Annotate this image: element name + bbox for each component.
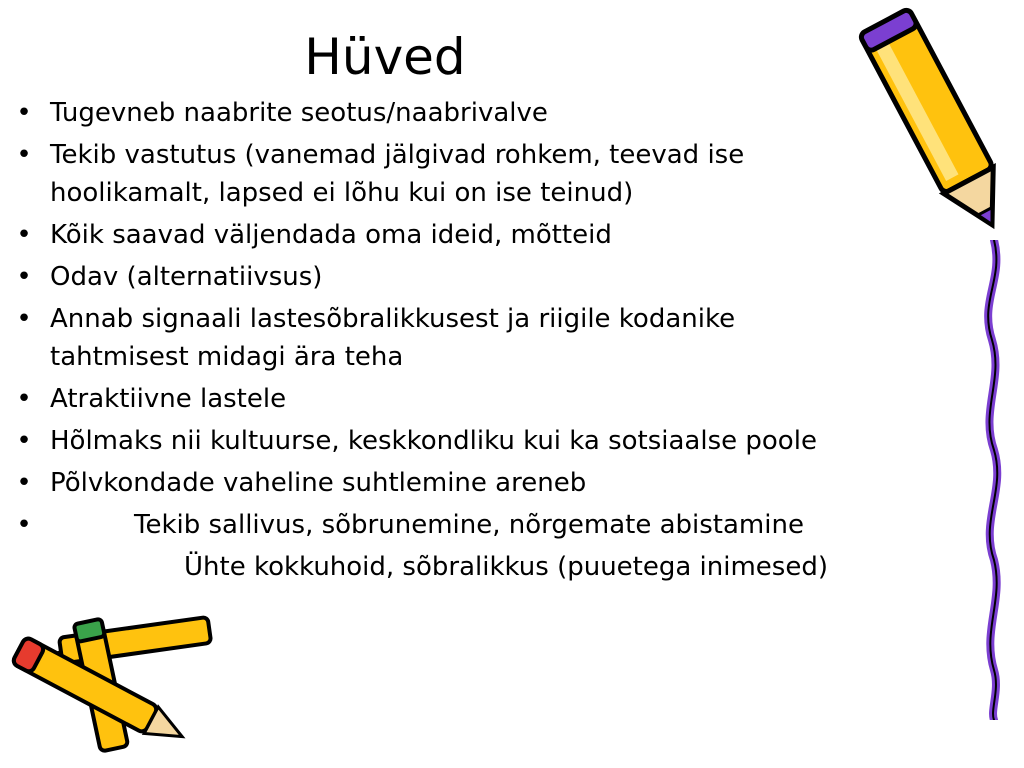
bullet-icon: •: [16, 510, 32, 540]
bullet-icon: •: [16, 220, 32, 250]
list-item-text: Tugevneb naabrite seotus/naabrivalve: [50, 98, 548, 128]
list-item: [14, 258, 974, 296]
list-item: [14, 422, 974, 460]
list-item-text: Atraktiivne lastele: [50, 384, 287, 414]
list-item: [14, 216, 974, 254]
pencil-icon: [858, 0, 1008, 245]
list-item: [14, 94, 974, 132]
list-item-text: Annab signaali lastesõbralikkusest ja riigile kodanike tahtmisest midagi ära teha: [50, 304, 736, 372]
slide-title: Hüved: [304, 28, 466, 86]
list-item: [14, 506, 974, 544]
bullet-icon: •: [16, 98, 32, 128]
list-item-text: Tekib sallivus, sõbrunemine, nõrgemate abistamine: [134, 510, 804, 540]
bullet-icon: •: [16, 262, 32, 292]
bullet-icon: •: [16, 468, 32, 498]
list-item-text: Odav (alternatiivsus): [50, 262, 323, 292]
squiggle-icon: [974, 240, 1014, 720]
list-item: [14, 380, 974, 418]
list-item-text: Ühte kokkuhoid, sõbralikkus (puuetega inimesed): [184, 552, 828, 582]
list-item-text: Hõlmaks nii kultuurse, keskkondliku kui ka sotsiaalse poole: [50, 426, 817, 456]
list-item: [14, 464, 974, 502]
list-item: [14, 548, 974, 586]
pencils-group: [0, 610, 220, 768]
list-item: [14, 300, 974, 376]
list-item-text: Põlvkondade vaheline suhtlemine areneb: [50, 468, 587, 498]
bullet-list: [14, 94, 974, 590]
bullet-icon: •: [16, 304, 32, 334]
list-item: [14, 136, 974, 212]
bullet-icon: •: [16, 140, 32, 170]
list-item-text: Tekib vastutus (vanemad jälgivad rohkem, teevad ise hoolikamalt, lapsed ei lõhu kui on ise teinud): [50, 140, 745, 208]
bullet-icon: •: [16, 384, 32, 414]
bullet-icon: •: [16, 426, 32, 456]
list-item-text: Kõik saavad väljendada oma ideid, mõtteid: [50, 220, 612, 250]
